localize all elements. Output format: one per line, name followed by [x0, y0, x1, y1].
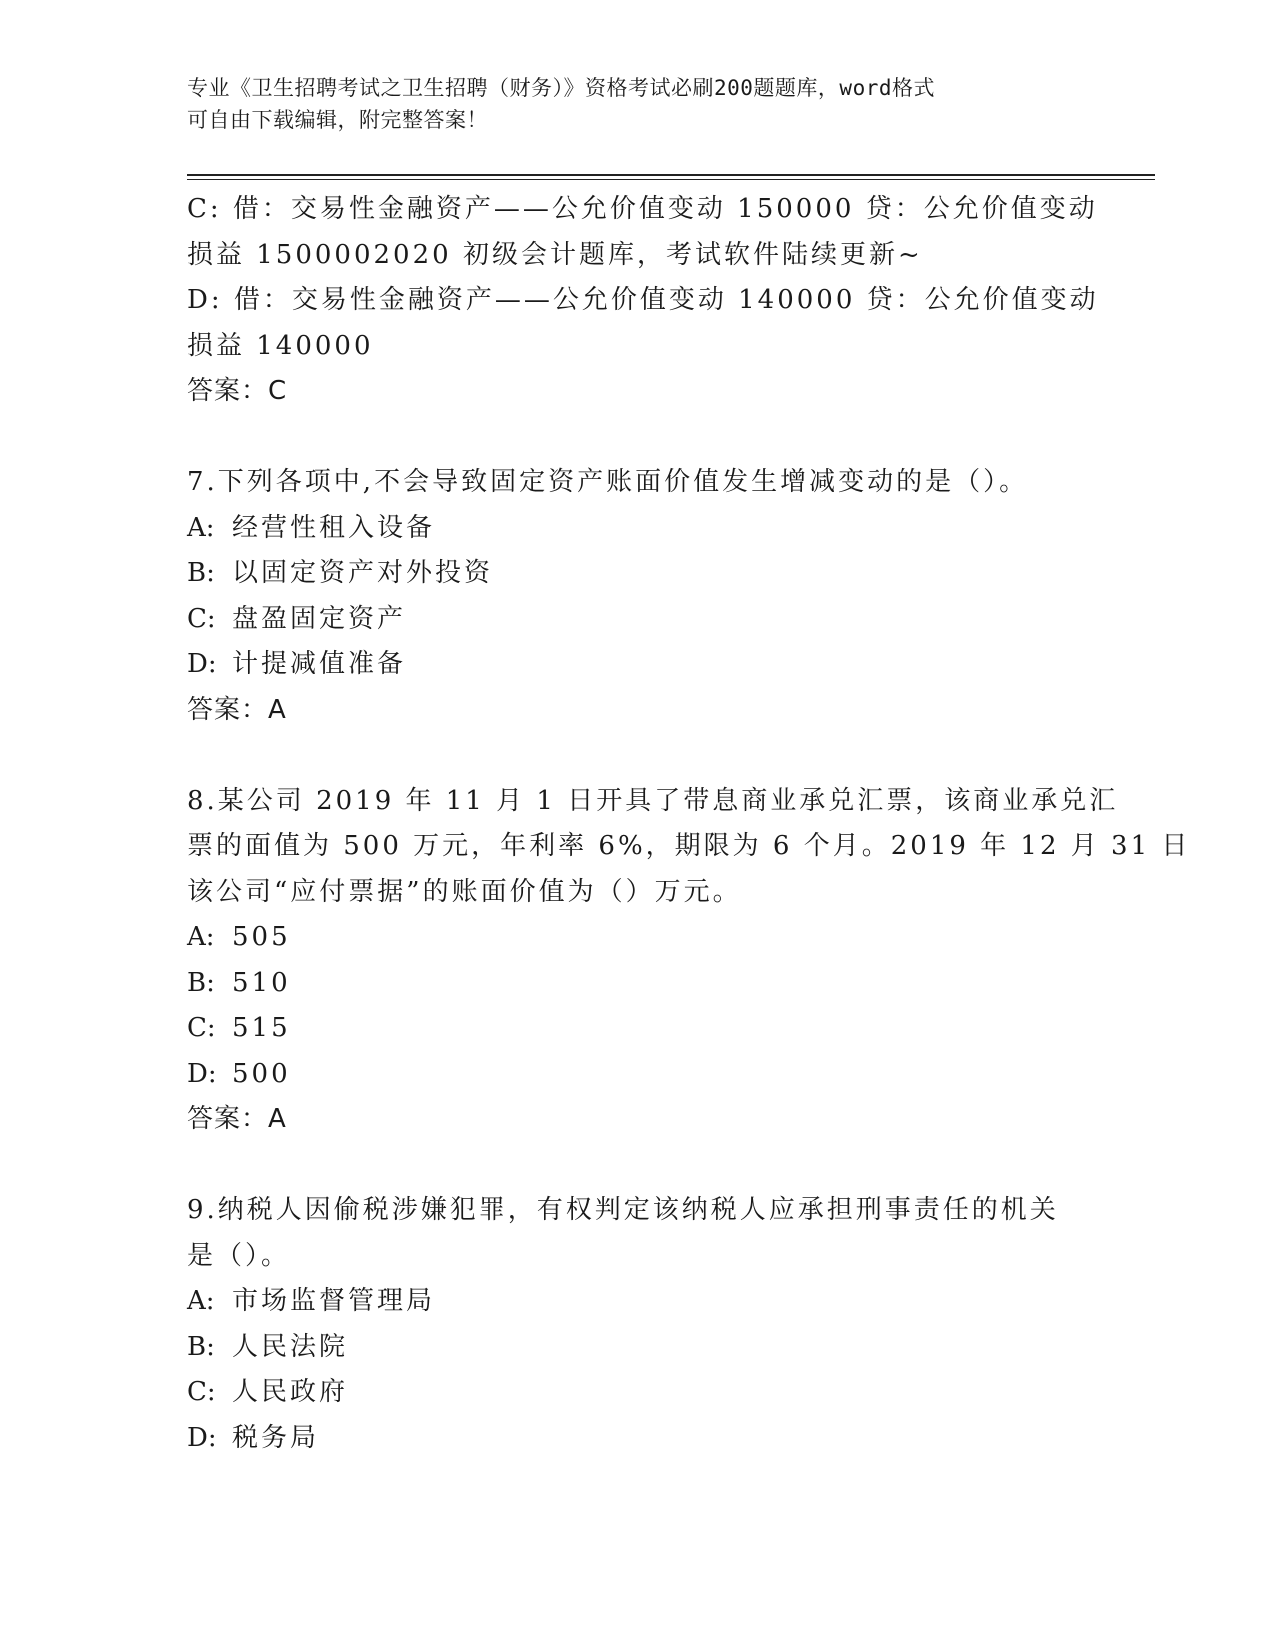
option-letter: C: — [187, 1377, 216, 1407]
option-text: 盘盈固定资产 — [232, 603, 407, 634]
option-letter: C: — [187, 1013, 216, 1043]
option-a — [187, 915, 1087, 961]
option-letter: D: — [187, 1058, 217, 1089]
option-letter: B: — [187, 558, 215, 588]
header-divider — [187, 174, 1155, 180]
question-stem-line-3: 该公司“应付票据”的账面价值为（）万元。 — [187, 876, 742, 907]
option-text: 计提减值准备 — [232, 649, 407, 679]
option-b — [187, 551, 1087, 597]
option-letter: A: — [187, 512, 215, 543]
option-d — [187, 642, 1087, 688]
previous-question — [187, 187, 1099, 415]
option-c — [187, 1370, 1087, 1416]
option-letter: B: — [187, 967, 215, 998]
option-text: 人民政府 — [232, 1377, 349, 1407]
spacer — [187, 1143, 1087, 1189]
option-c-line-1: C: 借：交易性金融资产——公允价值变动 150000 贷：公允价值变动 — [187, 194, 1098, 224]
question-stem-line-2: 票的面值为 500 万元，年利率 6%，期限为 6 个月。2019 年 12 月 31 日 — [187, 831, 1191, 861]
option-text: 经营性租入设备 — [232, 512, 436, 543]
option-text: 500 — [232, 1058, 291, 1089]
header-title-line-1: 专业《卫生招聘考试之卫生招聘（财务）》资格考试必刷200题题库，word格式 — [187, 76, 935, 100]
spacer — [187, 733, 1087, 779]
option-b — [187, 961, 1087, 1007]
option-c — [187, 597, 1087, 643]
answer-label: 答案：C — [187, 376, 288, 406]
question-content — [187, 187, 1191, 1461]
header-title-line-2: 可自由下载编辑，附完整答案！ — [187, 108, 488, 132]
option-text: 505 — [232, 922, 291, 952]
option-text: 人民法院 — [232, 1331, 349, 1362]
question-8 — [187, 779, 1191, 1143]
option-b — [187, 1325, 1087, 1371]
option-text: 市场监督管理局 — [232, 1286, 436, 1316]
question-stem-line-2: 是（）。 — [187, 1240, 291, 1271]
option-d — [187, 1052, 1087, 1098]
option-text: 税务局 — [232, 1422, 320, 1453]
option-d — [187, 1416, 1087, 1462]
option-c — [187, 1006, 1087, 1052]
option-letter: D: — [187, 1422, 217, 1453]
option-text: 515 — [232, 1013, 291, 1043]
option-letter: C: — [187, 603, 216, 634]
question-stem-line-1: 8.某公司 2019 年 11 月 1 日开具了带息商业承兑汇票，该商业承兑汇 — [187, 785, 1119, 816]
option-text: 510 — [232, 967, 291, 998]
question-9 — [187, 1188, 1087, 1461]
option-letter: A: — [187, 922, 215, 952]
option-letter: B: — [187, 1331, 215, 1362]
option-c-line-2: 损益 1500002020 初级会计题库，考试软件陆续更新~ — [187, 239, 923, 270]
option-letter: A: — [187, 1286, 215, 1316]
option-a — [187, 506, 1087, 552]
option-letter: D: — [187, 649, 217, 679]
spacer — [187, 415, 1087, 461]
question-stem-line-1: 9.纳税人因偷税涉嫌犯罪，有权判定该纳税人应承担刑事责任的机关 — [187, 1195, 1059, 1225]
document-header — [187, 72, 1067, 136]
option-d-line-1: D: 借：交易性金融资产——公允价值变动 140000 贷：公允价值变动 — [187, 285, 1099, 315]
answer-label: 答案：A — [187, 694, 287, 725]
question-stem: 7.下列各项中,不会导致固定资产账面价值发生增减变动的是（）。 — [187, 467, 1029, 497]
option-text: 以固定资产对外投资 — [232, 558, 494, 588]
option-a — [187, 1279, 1087, 1325]
answer-label: 答案：A — [187, 1104, 287, 1134]
option-d-line-2: 损益 140000 — [187, 330, 374, 361]
question-7 — [187, 460, 1087, 733]
